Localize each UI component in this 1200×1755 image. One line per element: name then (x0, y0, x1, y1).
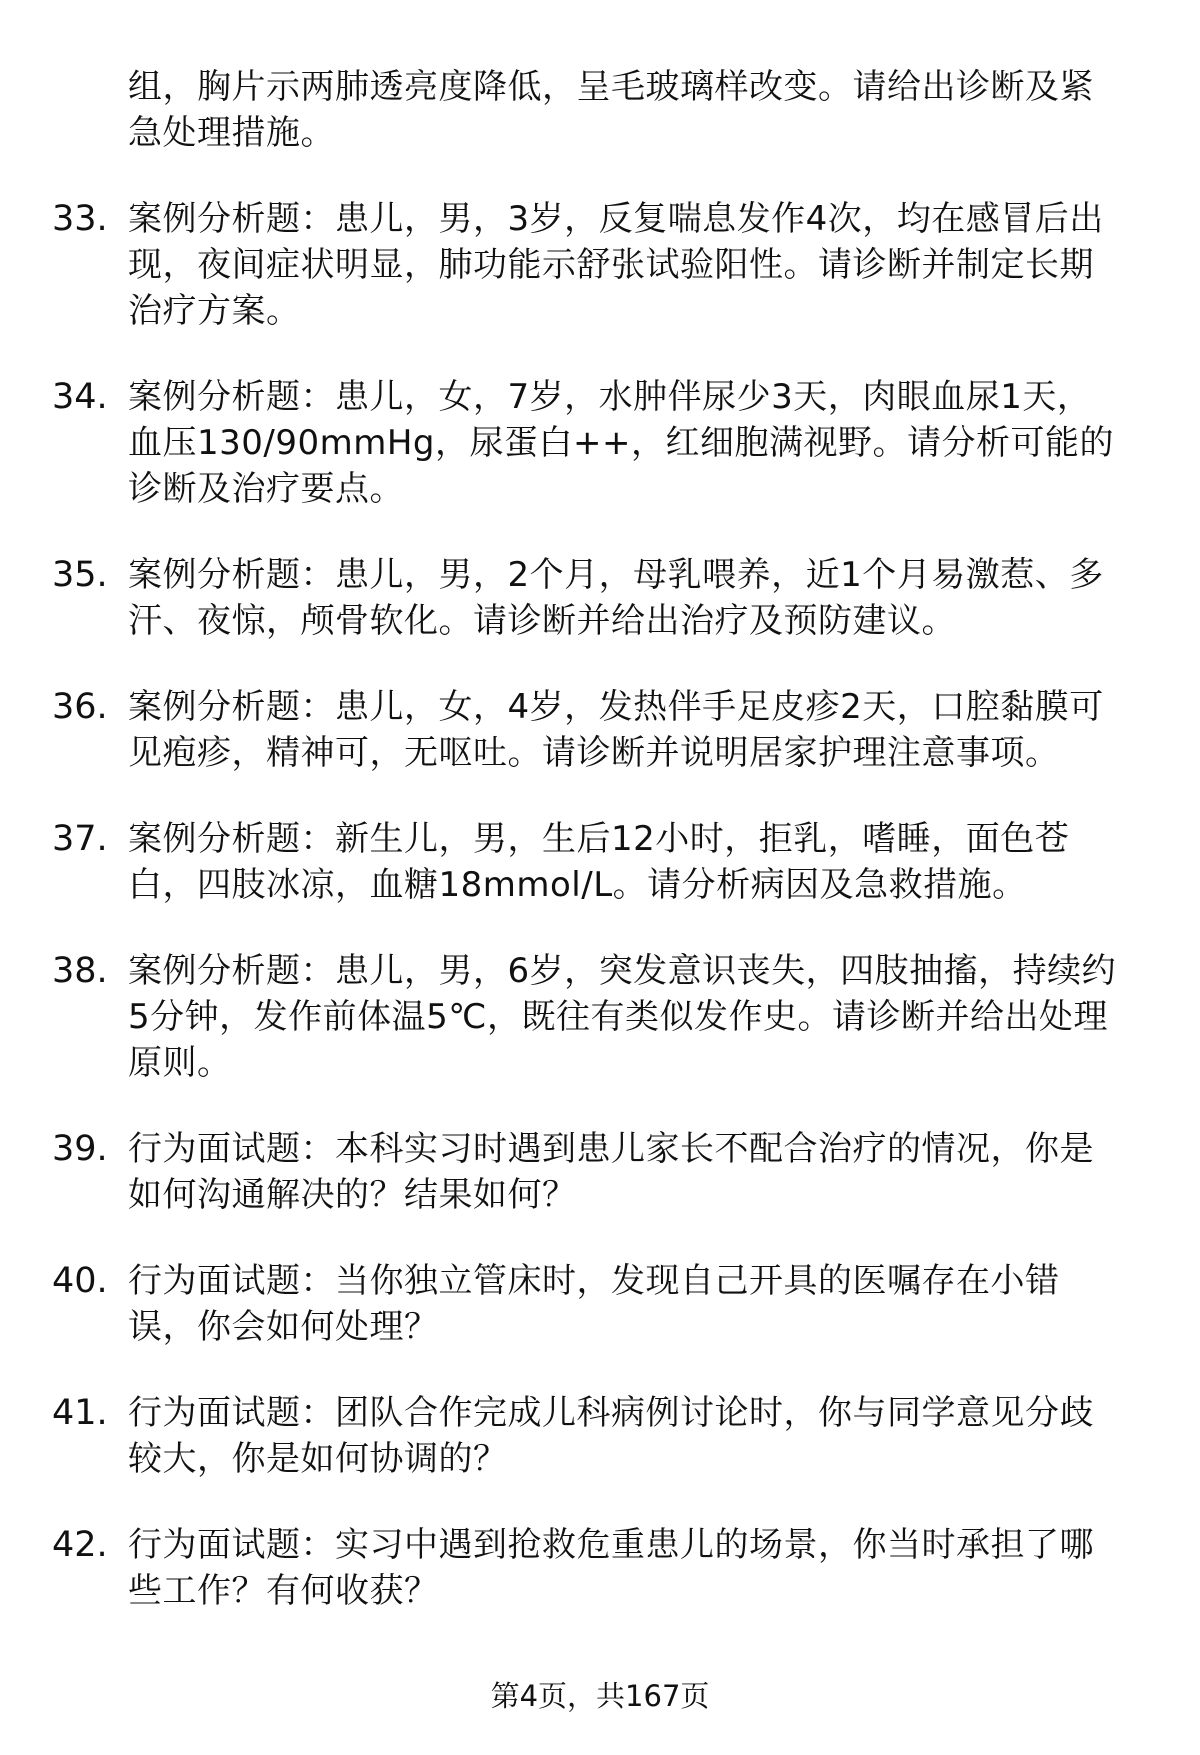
question-text (128, 684, 1200, 776)
question-item (0, 374, 1200, 512)
question-text-line: 较大，你是如何协调的？ (128, 1439, 508, 1479)
question-text-line: 汗、夜惊，颅骨软化。请诊断并给出治疗及预防建议。 (128, 601, 956, 641)
question-text-line: 见疱疹，精神可，无呕吐。请诊断并说明居家护理注意事项。 (128, 733, 1060, 773)
question-text-line: 案例分析题：患儿，男，3岁，反复喘息发作4次，均在感冒后出 (128, 199, 1104, 239)
question-text (128, 1522, 1200, 1614)
question-text-line: 现，夜间症状明显，肺功能示舒张试验阳性。请诊断并制定长期 (128, 245, 1094, 285)
question-item (0, 1126, 1200, 1218)
question-text-line: 案例分析题：患儿，男，2个月，母乳喂养，近1个月易激惹、多 (128, 555, 1104, 595)
question-number: 35. (52, 555, 108, 595)
question-item (0, 196, 1200, 334)
question-text (128, 196, 1200, 334)
question-item (0, 1258, 1200, 1350)
question-text-line: 诊断及治疗要点。 (128, 469, 404, 509)
question-text-line: 案例分析题：患儿，男，6岁，突发意识丧失，四肢抽搐，持续约 (128, 951, 1117, 991)
question-text (128, 816, 1200, 908)
question-number: 36. (52, 687, 108, 727)
question-number: 42. (52, 1525, 108, 1565)
question-text-line: 行为面试题：团队合作完成儿科病例讨论时，你与同学意见分歧 (128, 1393, 1094, 1433)
question-number: 33. (52, 199, 108, 239)
question-text-line: 5分钟，发作前体温5℃，既往有类似发作史。请诊断并给出处理 (128, 997, 1108, 1037)
question-text-line: 如何沟通解决的？结果如何？ (128, 1175, 577, 1215)
question-text-line: 行为面试题：本科实习时遇到患儿家长不配合治疗的情况，你是 (128, 1129, 1094, 1169)
question-text (128, 374, 1200, 512)
question-text-line: 血压130/90mmHg，尿蛋白++，红细胞满视野。请分析可能的 (128, 423, 1114, 463)
question-text-line: 误，你会如何处理？ (128, 1307, 439, 1347)
question-list (0, 64, 1200, 1654)
question-text-line: 案例分析题：患儿，女，7岁，水肿伴尿少3天，肉眼血尿1天， (128, 377, 1092, 417)
question-text-line: 行为面试题：当你独立管床时，发现自己开具的医嘱存在小错 (128, 1261, 1060, 1301)
question-item (0, 816, 1200, 908)
question-number: 38. (52, 951, 108, 991)
question-item (0, 684, 1200, 776)
question-text-line: 治疗方案。 (128, 291, 301, 331)
question-text-line: 原则。 (128, 1043, 232, 1083)
question-text-line: 白，四肢冰凉，血糖18mmol/L。请分析病因及急救措施。 (128, 865, 1027, 905)
question-text-line: 组，胸片示两肺透亮度降低，呈毛玻璃样改变。请给出诊断及紧 (128, 67, 1094, 107)
question-number: 39. (52, 1129, 108, 1169)
question-number: 34. (52, 377, 108, 417)
question-item (0, 64, 1200, 156)
question-item (0, 1522, 1200, 1614)
question-number: 41. (52, 1393, 108, 1433)
question-text-line: 案例分析题：患儿，女，4岁，发热伴手足皮疹2天，口腔黏膜可 (128, 687, 1104, 727)
question-text-line: 些工作？有何收获？ (128, 1571, 439, 1611)
page-footer: 第4页，共167页 (490, 1679, 710, 1713)
question-text (128, 1126, 1200, 1218)
question-number: 40. (52, 1261, 108, 1301)
question-text-line: 案例分析题：新生儿，男，生后12小时，拒乳，嗜睡，面色苍 (128, 819, 1070, 859)
question-text (128, 552, 1200, 644)
question-text-line: 行为面试题：实习中遇到抢救危重患儿的场景，你当时承担了哪 (128, 1525, 1094, 1565)
question-item (0, 1390, 1200, 1482)
question-number: 37. (52, 819, 108, 859)
question-text (128, 1390, 1200, 1482)
question-text-line: 急处理措施。 (128, 113, 335, 153)
question-text (128, 64, 1200, 156)
question-text (128, 1258, 1200, 1350)
question-text (128, 948, 1200, 1086)
question-item (0, 948, 1200, 1086)
question-item (0, 552, 1200, 644)
